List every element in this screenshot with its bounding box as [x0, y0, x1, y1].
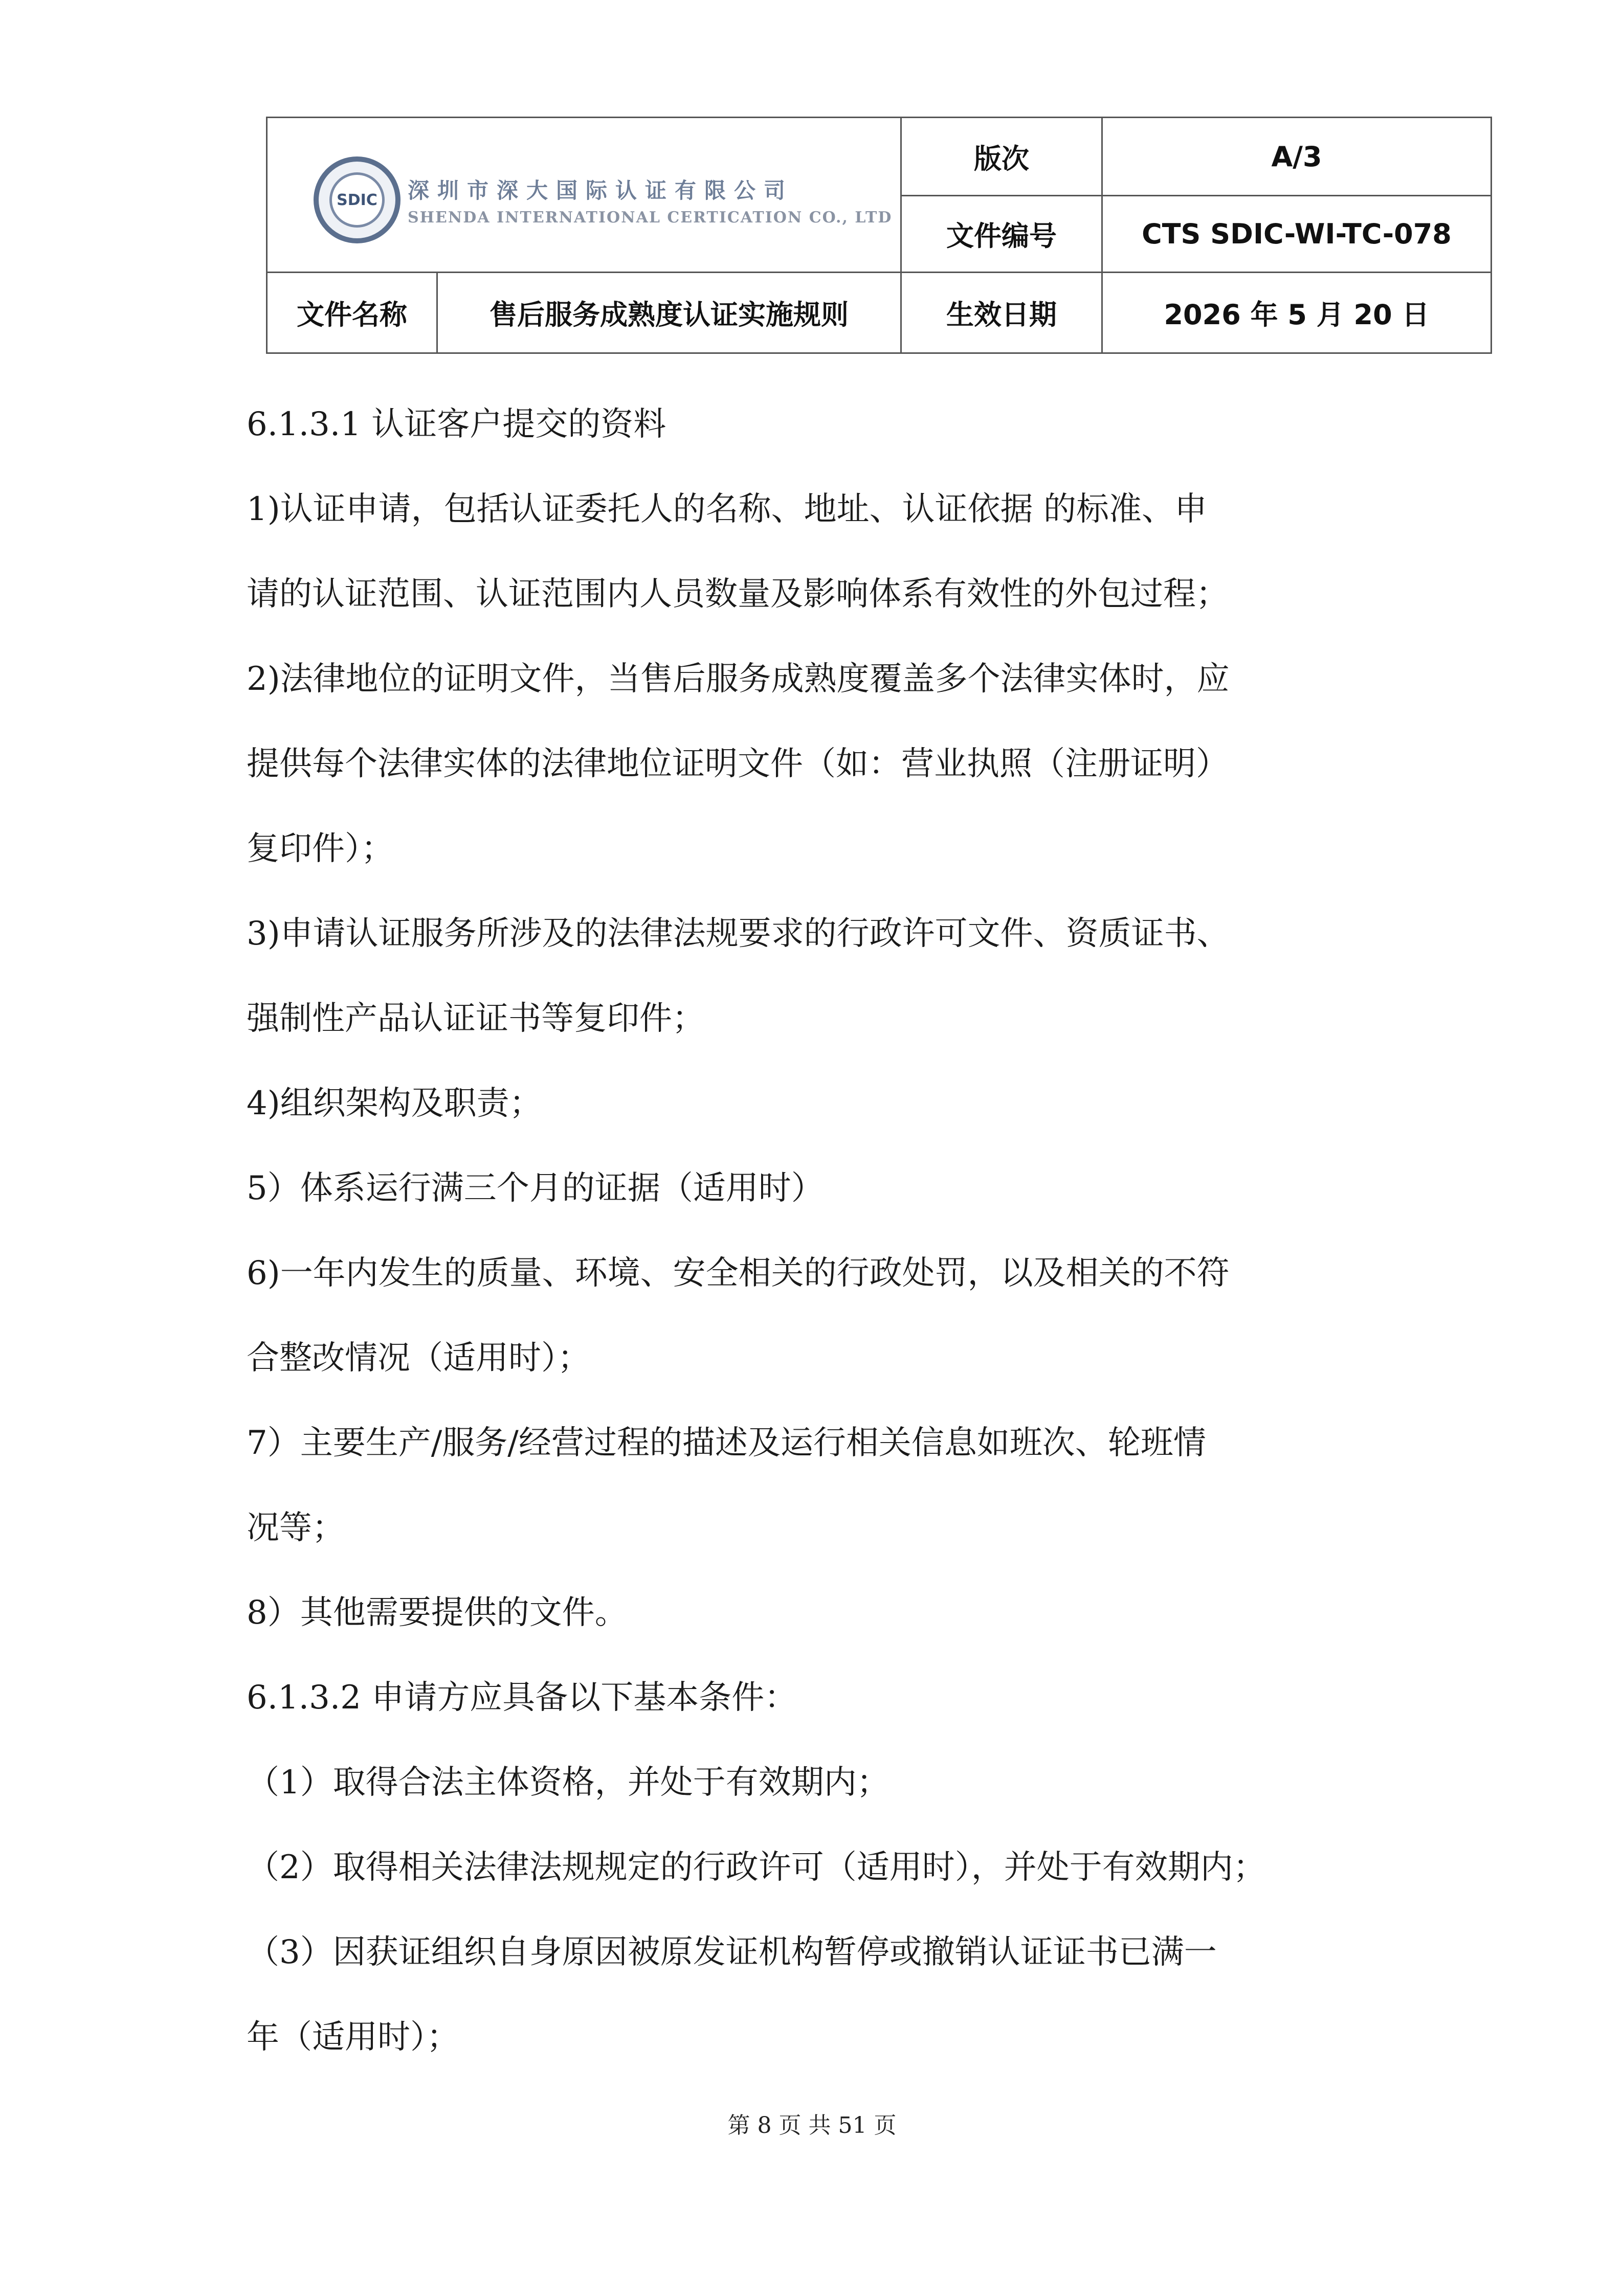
body-line: 请的认证范围、认证范围内人员数量及影响体系有效性的外包过程；	[247, 575, 1229, 613]
body-line: 强制性产品认证证书等复印件；	[247, 1000, 705, 1038]
document-number-label: 文件编号	[946, 220, 1057, 252]
document-header-table	[266, 117, 1492, 354]
body-line: 复印件）；	[247, 830, 394, 868]
company-name-en: SHENDA INTERNATIONAL CERTICATION CO., LTD	[408, 208, 893, 227]
document-name-value: 售后服务成熟度认证实施规则	[490, 299, 849, 331]
section-heading: 6.1.3.2 申请方应具备以下基本条件：	[247, 1679, 797, 1717]
body-line: 3)申请认证服务所涉及的法律法规要求的行政许可文件、资质证书、	[247, 915, 1230, 953]
body-line: 8）其他需要提供的文件。	[247, 1594, 628, 1632]
company-logo	[314, 156, 892, 243]
effective-date-value: 2026 年 5 月 20 日	[1164, 299, 1430, 331]
body-line: 年（适用时）；	[247, 2018, 459, 2056]
body-line: 提供每个法律实体的法律地位证明文件（如：营业执照（注册证明）	[247, 745, 1229, 783]
effective-date-label: 生效日期	[946, 299, 1057, 331]
page-number: 第 8 页 共 51 页	[727, 2112, 897, 2139]
body-line: （1）取得合法主体资格，并处于有效期内；	[247, 1764, 889, 1802]
company-seal-icon	[314, 156, 401, 243]
body-line: 5）体系运行满三个月的证据（适用时）	[247, 1169, 824, 1207]
version-label: 版次	[974, 142, 1029, 175]
body-line: 6)一年内发生的质量、环境、安全相关的行政处罚，以及相关的不符	[247, 1254, 1230, 1292]
company-name-cn: 深圳市深大国际认证有限公司	[408, 177, 794, 203]
body-line: 4)组织架构及职责；	[247, 1085, 542, 1122]
section-heading: 6.1.3.1 认证客户提交的资料	[247, 406, 666, 443]
document-name-label: 文件名称	[297, 299, 407, 331]
seal-text: SDIC	[329, 172, 385, 228]
body-line: （2）取得相关法律法规规定的行政许可（适用时），并处于有效期内；	[247, 1849, 1266, 1886]
version-value: A/3	[1271, 140, 1322, 173]
company-logo-cell	[268, 118, 902, 272]
document-number-value: CTS SDIC-WI-TC-078	[1142, 218, 1452, 250]
body-line: 1)认证申请，包括认证委托人的名称、地址、认证依据 的标准、申	[247, 490, 1208, 528]
body-line: 况等；	[247, 1509, 345, 1547]
body-line: （3）因获证组织自身原因被原发证机构暂停或撤销认证证书已满一	[247, 1933, 1217, 1971]
body-line: 合整改情况（适用时）；	[247, 1339, 590, 1377]
body-line: 7）主要生产/服务/经营过程的描述及运行相关信息如班次、轮班情	[247, 1424, 1206, 1462]
body-line: 2)法律地位的证明文件，当售后服务成熟度覆盖多个法律实体时，应	[247, 660, 1230, 698]
